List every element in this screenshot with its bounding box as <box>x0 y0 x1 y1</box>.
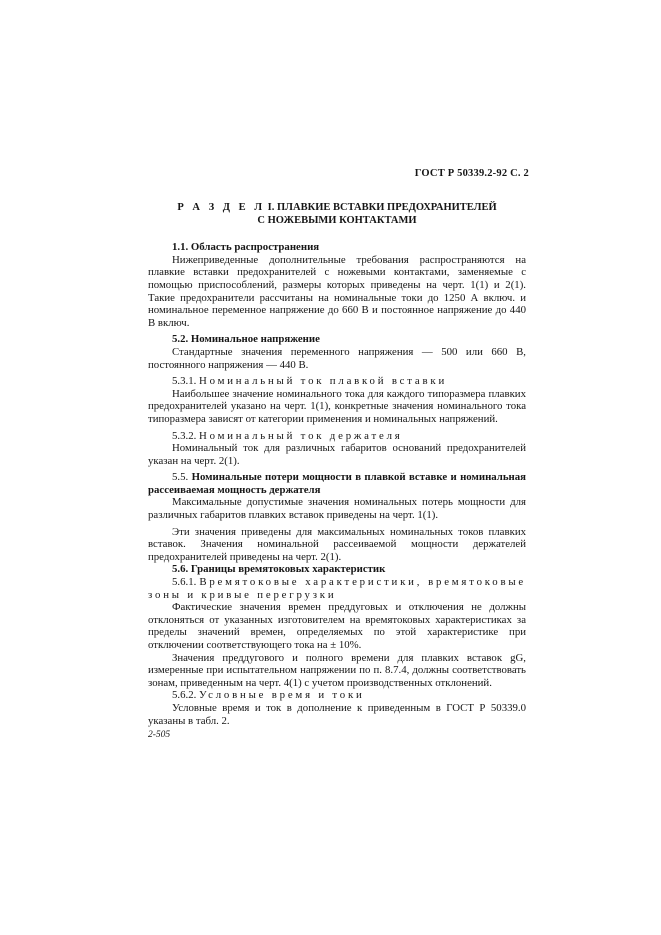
heading-1-1: 1.1. Область распространения <box>172 241 320 254</box>
heading-5-3-1-text: Номинальный ток плавкой вставки <box>199 375 448 388</box>
heading-5-5-text: Номинальные потери мощности в плавкой вставке и номинальная рассеиваемая мощность держателя <box>148 471 527 496</box>
paragraph-5-6-2: Условные время и ток в дополнение к приведенным в ГОСТ Р 50339.0 указаны в табл. 2. <box>148 701 526 727</box>
heading-5-6-1-num: 5.6.1. <box>172 576 197 589</box>
section-title-line1: I. ПЛАВКИЕ ВСТАВКИ ПРЕДОХРАНИТЕЛЕЙ <box>265 202 497 213</box>
paragraph-5-5-a: Максимальные допустимые значения номинальных потерь мощности для различных габаритов плавких вставок приведены на черт. 1(1). <box>148 496 526 522</box>
heading-5-6-1-text: Времятоковые характеристики, времятоковые зоны и кривые перегрузки <box>148 576 527 601</box>
printer-mark: 2-505 <box>148 730 171 741</box>
heading-5-6: 5.6. Границы времятоковых характеристик <box>172 563 386 576</box>
heading-5-5-num: 5.5. <box>172 471 189 484</box>
heading-5-6-2-text: Условные время и токи <box>199 689 365 702</box>
heading-5-6-2-num: 5.6.2. <box>172 689 197 702</box>
heading-5-5 <box>148 471 526 496</box>
heading-5-6-2 <box>148 689 526 702</box>
heading-5-3-2-text: Номинальный ток держателя <box>199 429 403 442</box>
heading-5-3-1-num: 5.3.1. <box>172 375 197 388</box>
page-header: ГОСТ Р 50339.2-92 С. 2 <box>414 168 529 179</box>
heading-5-3-2-num: 5.3.2. <box>172 429 197 442</box>
paragraph-5-2: Стандартные значения переменного напряжения — 500 или 660 В, постоянного напряжения — 440 В. <box>148 345 526 371</box>
paragraph-5-3-2: Номинальный ток для различных габаритов оснований предохранителей указан на черт. 2(1). <box>148 442 526 467</box>
paragraph-5-5-b: Эти значения приведены для максимальных номинальных токов плавких вставок. Значения номинальной рассеиваемой мощности держателей предохранителей приведены на черт. 2(1). <box>148 525 526 563</box>
heading-5-6-1 <box>148 576 526 601</box>
document-body <box>148 202 526 742</box>
paragraph-5-6-1-a: Фактические значения времен преддуговых и отключения не должны отклоняться от указанных изготовителем на времятоковых характеристиках за пределы значений времен, определяемых по этой характеристике при отключении соответствующего тока на ± 10%. <box>148 601 526 651</box>
paragraph-5-3-1: Наибольшее значение номинального тока для каждого типоразмера плавких предохранителей указано на черт. 1(1), конкретные значения номинального тока типоразмера зависят от категории применения и номинальных напряжений. <box>148 387 526 425</box>
section-title <box>148 202 526 227</box>
paragraph-5-6-1-b: Значения преддугового и полного времени для плавких вставок gG, измеренные при испытательном напряжении по п. 8.7.4, должны соответствовать зонам, приведенным на черт. 4(1) с учетом производственных отклонений. <box>148 651 526 689</box>
heading-5-3-1 <box>148 375 526 388</box>
heading-5-3-2 <box>148 430 526 443</box>
heading-5-2: 5.2. Номинальное напряжение <box>172 333 320 346</box>
paragraph-1-1: Нижеприведенные дополнительные требования распространяются на плавкие вставки предохранителей с ножевыми контактами, заменяемые с помощью приспособлений, размеры которых приведены на черт. 1(1) и 2(1). Такие предохранители рассчитаны на номинальные токи до 1250 А включ. и номинальное переменное напряжение до 660 В и постоянное напряжение до 440 В включ. <box>148 253 526 329</box>
section-word: Р А З Д Е Л <box>177 202 266 213</box>
section-title-line2: С НОЖЕВЫМИ КОНТАКТАМИ <box>257 214 417 226</box>
